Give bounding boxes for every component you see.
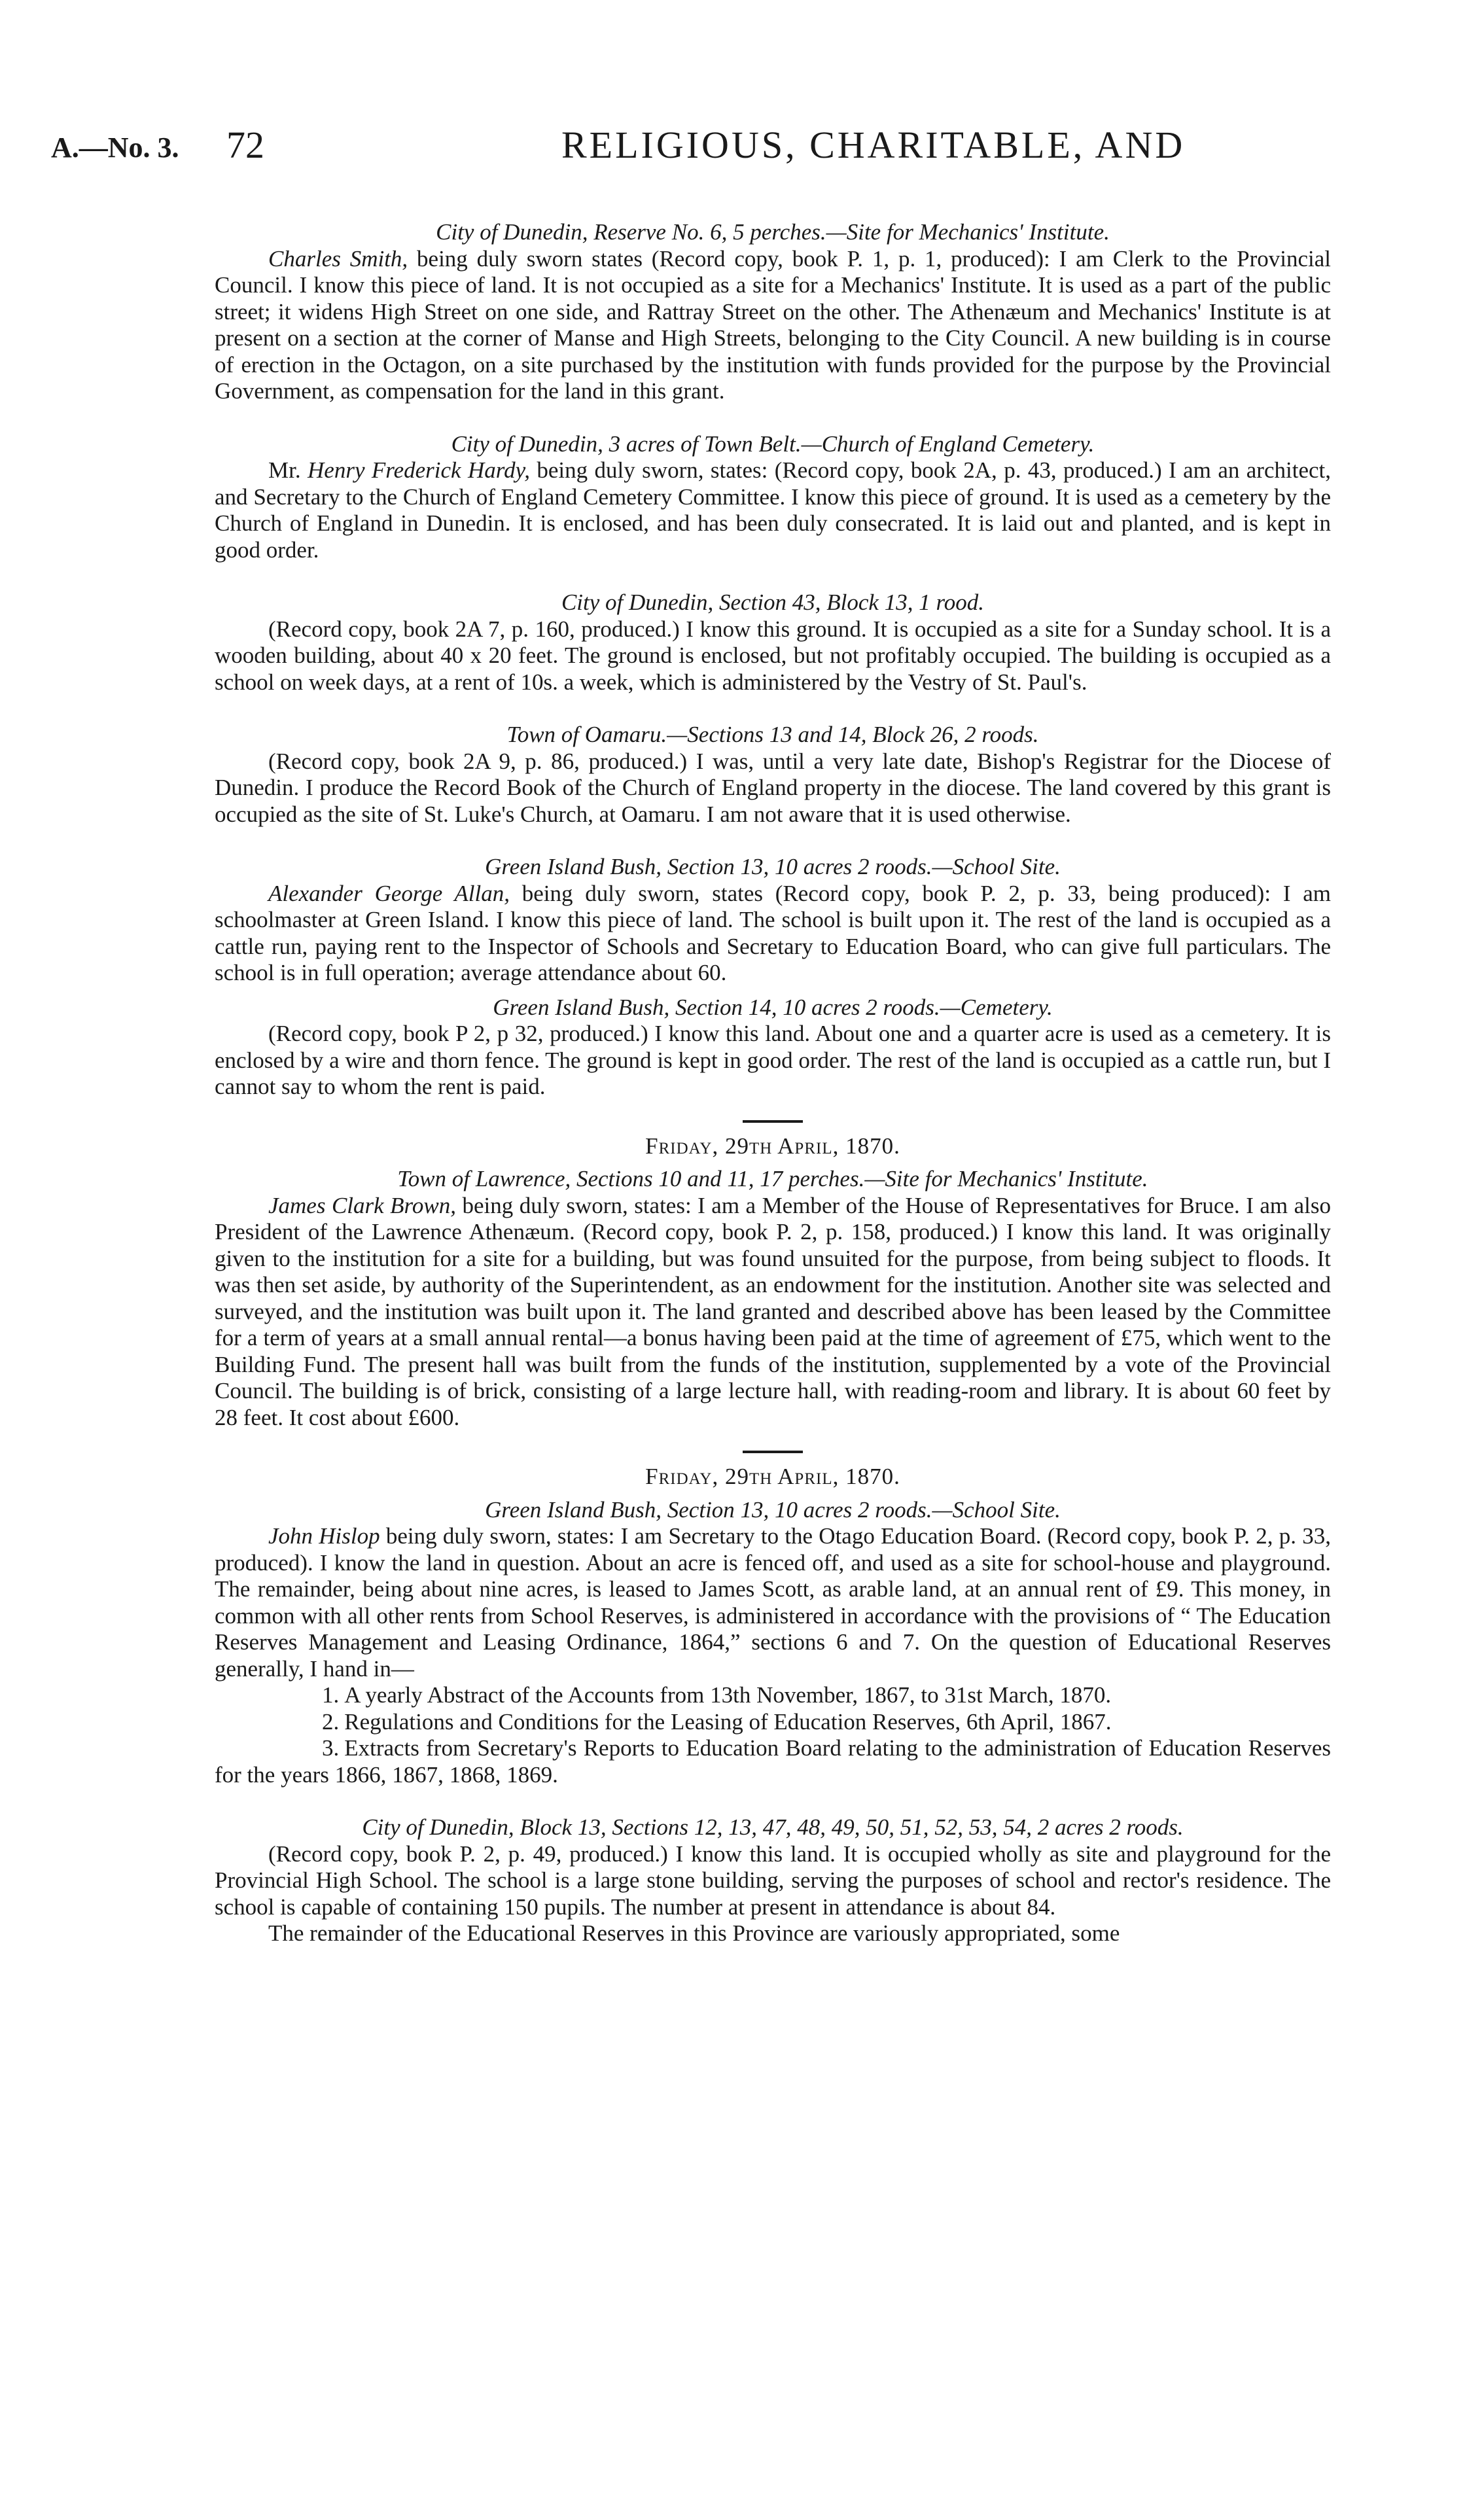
testimony-paragraph: (Record copy, book 2A 9, p. 86, produced.) I was, until a very late date, Bishop's Registrar for the Diocese of Dunedin. I produce the Record Book of the Church of England property in the diocese. The land covered by this grant is occupied as the site of St. Luke's Church, at Oamaru. I am not aware that it is used otherwise.	[215, 748, 1331, 827]
testimony-paragraph: (Record copy, book P. 2, p. 49, produced.) I know this land. It is occupied wholly as site and playground for the Provincial High School. The school is a large stone building, serving the purposes of school and rector's residence. The school is capable of containing 150 pupils. The number at present in attendance is about 84.	[215, 1841, 1331, 1920]
list-number: 3.	[322, 1735, 340, 1761]
list-text: Extracts from Secretary's Reports to Education Board relating to the administration of Education Reserves for the years 1866, 1867, 1868, 1869.	[215, 1735, 1331, 1788]
witness-name: Alexander George Allan,	[268, 880, 510, 906]
section-heading: Green Island Bush, Section 13, 10 acres 2 roods.—School Site.	[485, 1496, 1061, 1523]
testimony-paragraph	[215, 881, 1331, 987]
testimony-paragraph	[215, 457, 1331, 563]
section-heading: City of Dunedin, Reserve No. 6, 5 perches.—Site for Mechanics' Institute.	[436, 219, 1110, 245]
section-heading: Green Island Bush, Section 14, 10 acres 2 roods.—Cemetery.	[493, 994, 1053, 1020]
sitting-date: Friday, 29th April, 1870.	[645, 1464, 900, 1489]
testimony-paragraph: The remainder of the Educational Reserves in this Province are variously appropriated, some	[268, 1920, 1120, 1946]
list-number: 1.	[322, 1682, 340, 1708]
running-title: RELIGIOUS, CHARITABLE, AND	[561, 124, 1186, 166]
testimony-text: being duly sworn, states: I am Secretary to the Otago Education Board. (Record copy, book P. 2, p. 33, produced). I know the land in question. About an acre is fenced off, and used as a site for school-house and playground. The remainder, being about nine acres, is leased to James Scott, as arable land, at an annual rent of £9. This money, in common with all other rents from School Reserves, is administered in accordance with the provisions of “ The Education Reserves Management and Leasing Ordinance, 1864,” sections 6 and 7. On the question of Educational Reserves generally, I hand in—	[215, 1523, 1331, 1682]
witness-name: Charles Smith,	[268, 245, 408, 272]
testimony-paragraph	[215, 1193, 1331, 1432]
section-heading: Town of Lawrence, Sections 10 and 11, 17 perches.—Site for Mechanics' Institute.	[397, 1166, 1148, 1191]
section-heading: Town of Oamaru.—Sections 13 and 14, Block 26, 2 roods.	[506, 722, 1039, 747]
section-heading: Green Island Bush, Section 13, 10 acres 2 roods.—School Site.	[485, 854, 1061, 879]
section-heading: City of Dunedin, Section 43, Block 13, 1 rood.	[561, 590, 985, 615]
witness-name: Henry Frederick Hardy,	[308, 457, 530, 483]
page-header	[51, 123, 1360, 175]
testimony-text: being duly sworn, states (Record copy, book P. 2, p. 33, being produced): I am schoolmaster at Green Island. I know this piece of land. The school is built upon it. The rest of the land is occupied as a cattle run, paying rent to the Inspector of Schools and Secretary to Education Board, who can give full particulars. The school is in full operation; average attendance about 60.	[215, 880, 1331, 985]
document-body	[215, 219, 1331, 1947]
section-heading: City of Dunedin, 3 acres of Town Belt.—Church of England Cemetery.	[451, 431, 1095, 457]
witness-prefix: Mr.	[268, 457, 308, 483]
testimony-text: being duly sworn, states: I am a Member of the House of Representatives for Bruce. I am also President of the Lawrence Athenæum. (Record copy, book P. 2, p. 158, produced.) I know this land. It was originally given to the institution for a site for a building, but was found unsuited for the purpose, from being subject to floods. It was then set aside, by authority of the Superintendent, as an endowment for the institution. Another site was selected and surveyed, and the institution was built upon it. The land granted and described above has been leased by the Committee for a term of years at a small annual rental—a bonus having been paid at the time of agreement of £75, which went to the Building Fund. The present hall was built from the funds of the institution, supplemented by a vote of the Provincial Council. The building is of brick, consisting of a large lecture hall, with reading-room and library. It is about 60 feet by 28 feet. It cost about £600.	[215, 1192, 1331, 1430]
witness-name: James Clark Brown,	[268, 1192, 456, 1218]
sitting-date: Friday, 29th April, 1870.	[645, 1133, 900, 1159]
testimony-text: being duly sworn states (Record copy, book P. 1, p. 1, produced): I am Clerk to the Provincial Council. I know this piece of land. It is not occupied as a site for a Mechanics' Institute. It is used as a part of the public street; it widens High Street on one side, and Rattray Street on the other. The Athenæum and Mechanics' Institute is at present on a section at the corner of Manse and High Streets, belonging to the City Council. A new building is in course of erection in the Octagon, on a site purchased by the institution with funds provided for the purpose by the Provincial Government, as compensation for the land in this grant.	[215, 245, 1331, 404]
list-number: 2.	[322, 1708, 340, 1735]
list-text: Regulations and Conditions for the Leasing of Education Reserves, 6th April, 1867.	[344, 1708, 1112, 1735]
section-divider	[743, 1120, 803, 1123]
paper-reference: A.—No. 3.	[51, 132, 179, 164]
document-list-item	[215, 1709, 1331, 1736]
witness-name: John Hislop	[268, 1523, 380, 1549]
document-list-item	[215, 1735, 1331, 1788]
page-number: 72	[226, 124, 264, 166]
list-text: A yearly Abstract of the Accounts from 13th November, 1867, to 31st March, 1870.	[344, 1682, 1112, 1708]
section-heading: City of Dunedin, Block 13, Sections 12, 13, 47, 48, 49, 50, 51, 52, 53, 54, 2 acres 2 roods.	[362, 1814, 1184, 1840]
testimony-paragraph	[215, 246, 1331, 405]
section-divider	[743, 1451, 803, 1453]
document-list-item	[215, 1682, 1331, 1709]
testimony-paragraph: (Record copy, book P 2, p 32, produced.) I know this land. About one and a quarter acre is used as a cemetery. It is enclosed by a wire and thorn fence. The ground is kept in good order. The rest of the land is occupied as a cattle run, but I cannot say to whom the rent is paid.	[215, 1021, 1331, 1099]
testimony-paragraph: (Record copy, book 2A 7, p. 160, produced.) I know this ground. It is occupied as a site for a Sunday school. It is a wooden building, about 40 x 20 feet. The ground is enclosed, but not profitably occupied. The building is occupied as a school on week days, at a rent of 10s. a week, which is administered by the Vestry of St. Paul's.	[215, 616, 1331, 695]
testimony-text: being duly sworn, states: (Record copy, book 2A, p. 43, produced.) I am an architect, and Secretary to the Church of England Cemetery Committee. I know this piece of ground. It is used as a cemetery by the Church of England in Dunedin. It is enclosed, and has been duly consecrated. It is laid out and planted, and is kept in good order.	[215, 457, 1331, 563]
testimony-paragraph	[215, 1523, 1331, 1682]
